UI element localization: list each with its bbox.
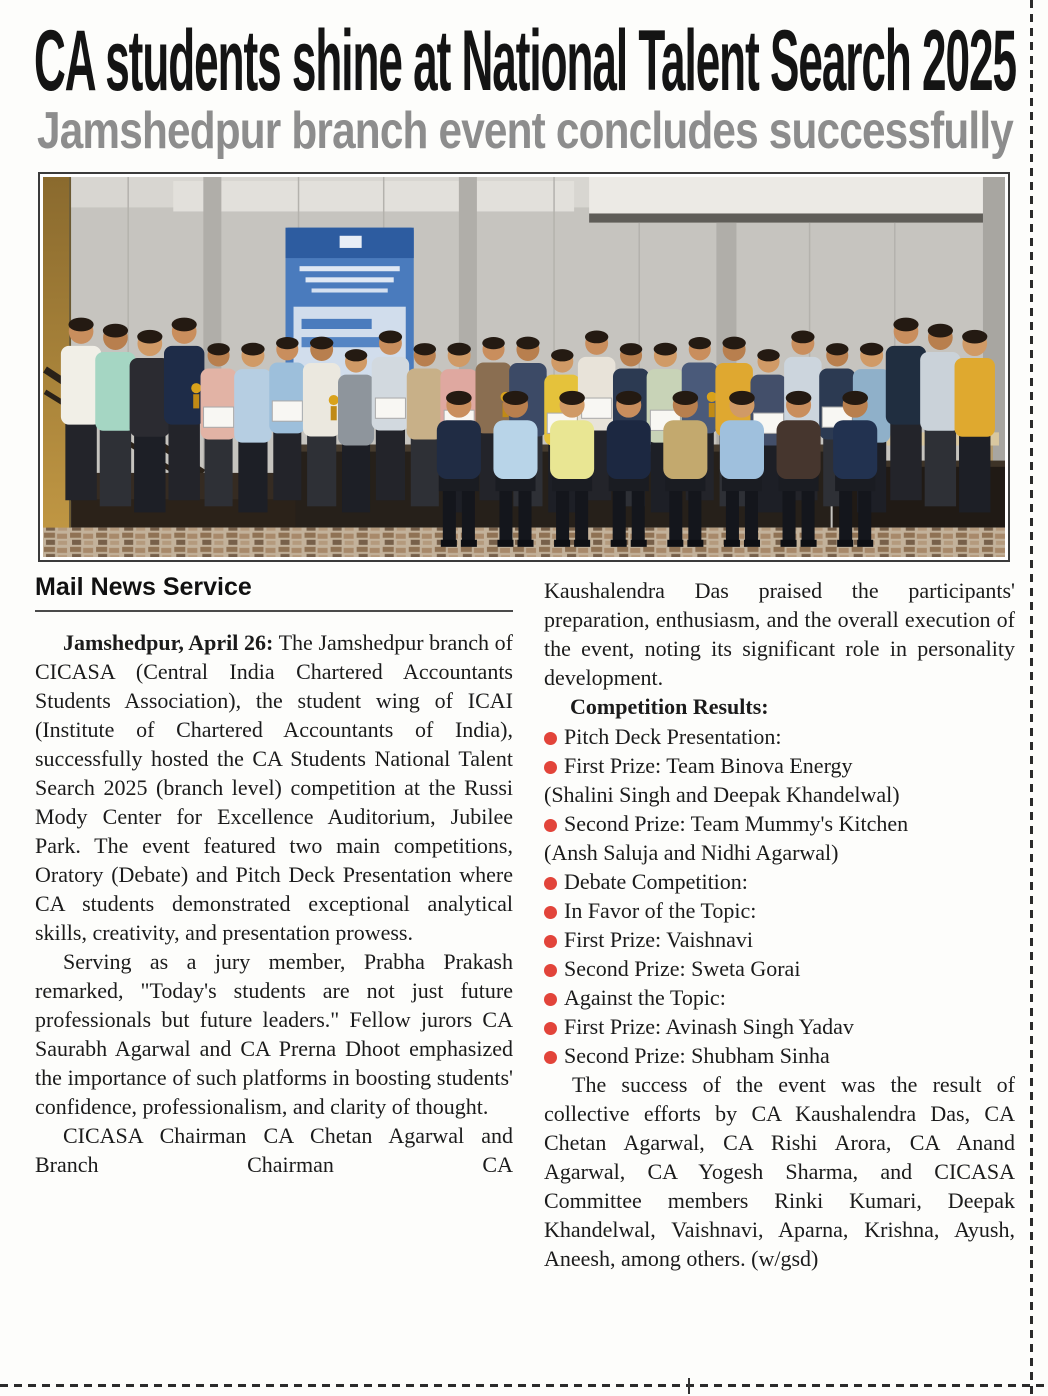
bullet-icon [544,1022,557,1035]
headline-text: CA students shine at National Talent Search 2025 [34,13,1016,109]
result-text: Against the Topic: [564,985,726,1010]
result-text: Second Prize: Shubham Sinha [564,1043,830,1068]
result-line [544,1041,1015,1070]
dateline: Jamshedpur, April 26: [63,630,274,655]
result-text: (Ansh Saluja and Nidhi Agarwal) [544,840,839,865]
result-line [544,809,1015,838]
result-text: In Favor of the Topic: [564,898,757,923]
result-line [544,896,1015,925]
paragraph-5: The success of the event was the result of collective efforts by CA Kaushalendra Das, CA Chetan Agarwal, CA Rishi Arora, CA Anand Agarwal, CA Yogesh Sharma, and CICASA Committee members Rinki Kumari, Deepak Khandelwal, Vaishnavi, Aparna, Krishna, Ayush, Aneesh, among others. (w/gsd) [544,1072,1015,1271]
bullet-icon [544,935,557,948]
results-list [544,722,1015,1070]
paragraph-1: Jamshedpur, April 26: The Jamshedpur branch of CICASA (Central India Chartered Accountants Students Association), the student wing of ICAI (Institute of Chartered Accountants of India), successfully hosted the CA Students National Talent Search 2025 (branch level) competition at the Russi Mody Center for Excellence Auditorium, Jubilee Park. The event featured two main competitions, Oratory (Debate) and Pitch Deck Presentation where CA students demonstrated exceptional analytical skills, creativity, and presentation prowess. [35,630,513,945]
result-text: (Shalini Singh and Deepak Khandelwal) [544,782,900,807]
clipping-dashed-border-bottom [0,1384,1046,1387]
bullet-icon [544,761,557,774]
result-text: Pitch Deck Presentation: [564,724,782,749]
result-line [544,954,1015,983]
byline: Mail News Service [35,573,252,601]
paragraph-4: Kaushalendra Das praised the participants' preparation, enthusiasm, and the overall execution of the event, noting its significant role in personality development. [544,578,1015,690]
result-text: First Prize: Team Binova Energy [564,753,853,778]
bullet-icon [544,964,557,977]
result-text: Second Prize: Sweta Gorai [564,956,801,981]
result-line [544,983,1015,1012]
event-photo [38,172,1010,562]
bullet-icon [544,819,557,832]
results-heading: Competition Results: [570,694,769,719]
result-line [544,867,1015,896]
fold-mark [688,1378,690,1394]
result-line [544,1012,1015,1041]
result-text: First Prize: Avinash Singh Yadav [564,1014,854,1039]
headline [34,13,1019,109]
event-photo-illustration [43,177,1005,557]
subheadline [37,104,1017,160]
subheadline-text: Jamshedpur branch event concludes successfully [37,102,1013,160]
article-column-left [35,572,513,1179]
result-text: Debate Competition: [564,869,748,894]
result-line [544,722,1015,751]
paragraph-2: Serving as a jury member, Prabha Prakash remarked, "Today's students are not just future professionals but future leaders." Fellow jurors CA Saurabh Agarwal and CA Prerna Dhoot emphasized the importance of such platforms in boosting students' confidence, professionalism, and clarity of thought. [35,949,513,1119]
clipping-dashed-border-right [1030,0,1033,1396]
bullet-icon [544,877,557,890]
result-text: Second Prize: Team Mummy's Kitchen [564,811,909,836]
result-line [544,925,1015,954]
bullet-icon [544,993,557,1006]
bullet-icon [544,906,557,919]
result-line [544,751,1015,780]
result-text: First Prize: Vaishnavi [564,927,754,952]
paragraph-3: CICASA Chairman CA Chetan Agarwal and Branch Chairman CA [35,1123,513,1177]
byline-rule [35,610,513,612]
article-column-right [544,576,1015,1273]
result-line [544,838,1015,867]
bullet-icon [544,732,557,745]
bullet-icon [544,1051,557,1064]
result-line [544,780,1015,809]
